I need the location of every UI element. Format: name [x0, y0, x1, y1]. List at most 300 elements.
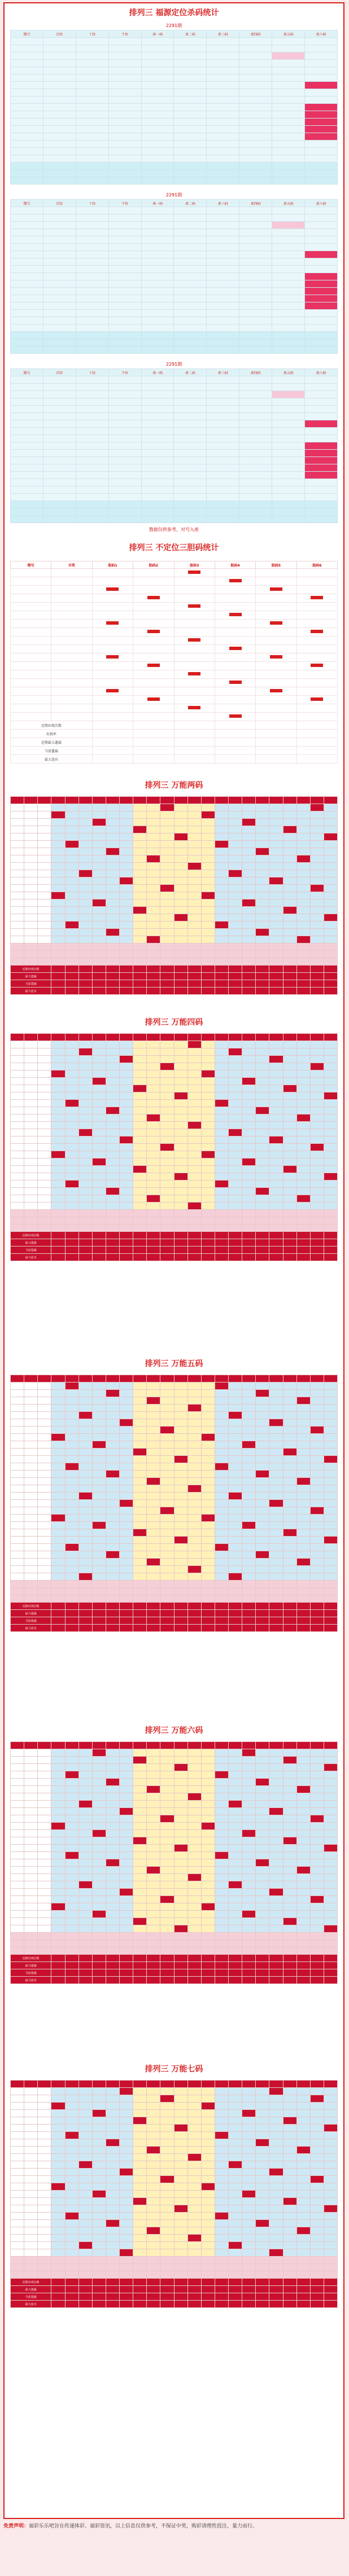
table-cell	[51, 1383, 65, 1390]
table-cell	[324, 2257, 337, 2264]
table-cell	[133, 833, 147, 841]
table-cell	[11, 280, 43, 288]
table-cell	[256, 1441, 269, 1449]
table-cell	[160, 929, 174, 936]
table-cell	[305, 420, 338, 428]
table-cell	[207, 52, 239, 60]
table-cell	[160, 1181, 174, 1188]
stat-row	[11, 966, 338, 973]
table-cell	[310, 1225, 324, 1232]
stat-cell	[51, 1625, 65, 1632]
table-cell	[133, 1181, 147, 1188]
stat-cell	[187, 1247, 201, 1254]
table-cell	[283, 1889, 296, 1896]
table-cell	[296, 1595, 310, 1603]
table-cell	[38, 2110, 51, 2117]
table-cell	[242, 1107, 256, 1114]
table-cell	[78, 1815, 92, 1823]
table-cell	[229, 2161, 242, 2169]
table-cell	[272, 89, 305, 96]
table-cell	[65, 1166, 78, 1173]
table-cell	[92, 1522, 106, 1529]
table-cell	[324, 855, 337, 863]
table-cell	[51, 1478, 65, 1485]
table-cell	[147, 1173, 160, 1181]
table-cell	[201, 1048, 215, 1056]
table-cell	[78, 848, 92, 855]
table-cell	[65, 2161, 78, 2169]
hit-marker	[311, 664, 323, 667]
table-cell	[24, 1478, 38, 1485]
stat-cell	[106, 988, 119, 995]
table-cell	[324, 1815, 337, 1823]
table-cell	[160, 1427, 174, 1434]
table-cell	[65, 1070, 78, 1078]
table-cell	[65, 1471, 78, 1478]
stat-cell	[92, 1239, 106, 1247]
table-cell	[229, 914, 242, 921]
table-cell	[296, 921, 310, 929]
table-cell	[283, 1100, 296, 1107]
table-cell	[38, 2205, 51, 2213]
stat-cell	[215, 1617, 228, 1625]
table-cell	[215, 870, 228, 877]
table-cell	[38, 2176, 51, 2183]
table-cell	[51, 1566, 65, 1573]
header-cell	[106, 1034, 119, 1041]
table-cell	[305, 288, 338, 295]
table-cell	[174, 2235, 187, 2242]
table-cell	[24, 1203, 38, 1210]
table-row	[11, 324, 338, 332]
table-cell	[174, 1918, 187, 1925]
table-cell	[147, 1434, 160, 1441]
table-row	[11, 1852, 338, 1859]
table-cell	[215, 704, 255, 713]
table-cell	[11, 907, 24, 914]
stat-cell	[160, 2279, 174, 2286]
table-cell	[11, 317, 43, 324]
table-cell	[310, 1757, 324, 1764]
col-header: 十位	[76, 30, 108, 38]
table-cell	[229, 2191, 242, 2198]
stat-row	[11, 332, 338, 339]
table-cell	[133, 1757, 147, 1764]
table-cell	[51, 1940, 65, 1947]
table-cell	[78, 1383, 92, 1390]
table-cell	[283, 1947, 296, 1955]
table-cell	[133, 1048, 147, 1056]
table-cell	[310, 914, 324, 921]
table-cell	[24, 2213, 38, 2220]
table-cell	[256, 2110, 269, 2117]
table-cell	[215, 1419, 228, 1427]
stat-cell	[92, 1232, 106, 1239]
table-cell	[106, 943, 119, 951]
col-header: 杀三码	[207, 369, 239, 376]
table-cell	[310, 1764, 324, 1771]
table-cell	[92, 826, 106, 833]
table-cell	[229, 1485, 242, 1493]
table-cell	[11, 929, 24, 936]
table-cell	[133, 2161, 147, 2169]
table-cell	[133, 1911, 147, 1918]
table-cell	[120, 2191, 133, 2198]
table-cell	[256, 819, 269, 826]
table-cell	[310, 1412, 324, 1419]
table-cell	[92, 1471, 106, 1478]
table-cell	[296, 1427, 310, 1434]
table-cell	[272, 133, 305, 141]
table-cell	[106, 1383, 119, 1390]
table-cell	[305, 67, 338, 74]
table-cell	[283, 1771, 296, 1779]
table-cell	[160, 1867, 174, 1874]
table-cell	[120, 1889, 133, 1896]
table-cell	[78, 1588, 92, 1595]
table-cell	[38, 1808, 51, 1815]
table-cell	[133, 848, 147, 855]
table-cell	[147, 1823, 160, 1830]
table-row	[11, 2176, 338, 2183]
header-cell	[242, 2081, 256, 2088]
table-cell	[305, 60, 338, 67]
table-cell	[106, 1063, 119, 1070]
table-cell	[120, 804, 133, 811]
table-cell	[11, 266, 43, 273]
table-cell	[229, 1203, 242, 1210]
table-cell	[120, 1933, 133, 1940]
table-cell	[65, 1815, 78, 1823]
table-cell	[310, 1493, 324, 1500]
table-cell	[147, 2095, 160, 2103]
table-cell	[120, 877, 133, 885]
section-title-dan: 排列三 不定位三胆码统计	[129, 543, 219, 552]
table-cell	[296, 1815, 310, 1823]
table-cell	[174, 1837, 187, 1845]
stat-cell	[120, 1254, 133, 1261]
table-cell	[283, 885, 296, 892]
table-cell	[133, 1515, 147, 1522]
table-row	[11, 133, 338, 141]
table-cell	[187, 2191, 201, 2198]
table-cell	[229, 1581, 242, 1588]
table-cell	[51, 1493, 65, 1500]
col-header: 胆码6	[296, 561, 337, 569]
table-cell	[256, 603, 296, 611]
stat-row	[11, 1610, 338, 1617]
table-cell	[11, 1078, 24, 1085]
table-cell	[51, 569, 92, 577]
table-cell	[187, 1859, 201, 1867]
table-cell	[78, 1122, 92, 1129]
table-row	[11, 1210, 338, 1217]
table-cell	[256, 899, 269, 907]
table-cell	[51, 1405, 65, 1412]
table-cell	[272, 486, 305, 494]
stat-cell	[310, 2293, 324, 2301]
table-row	[11, 111, 338, 119]
table-cell	[239, 457, 272, 464]
table-cell	[269, 1537, 283, 1544]
table-cell	[11, 2117, 24, 2125]
table-cell	[141, 236, 174, 244]
table-cell	[51, 841, 65, 848]
table-cell	[215, 1918, 228, 1925]
stat-cell	[120, 2293, 133, 2301]
table-cell	[133, 2220, 147, 2227]
table-cell	[310, 1203, 324, 1210]
table-cell	[269, 1188, 283, 1195]
table-row	[11, 1881, 338, 1889]
table-cell	[141, 104, 174, 111]
table-row	[11, 877, 338, 885]
stat-cell	[147, 2286, 160, 2293]
stat-row	[11, 738, 338, 747]
table-cell	[51, 1793, 65, 1801]
table-cell	[239, 472, 272, 479]
table-cell	[38, 1456, 51, 1463]
table-cell	[147, 921, 160, 929]
table-cell	[256, 907, 269, 914]
table-cell	[92, 1903, 106, 1911]
stat-cell	[296, 1254, 310, 1261]
table-row	[11, 687, 338, 696]
table-cell	[24, 1588, 38, 1595]
table-cell	[242, 1918, 256, 1925]
table-cell	[38, 1830, 51, 1837]
table-cell	[174, 2264, 187, 2271]
table-cell	[24, 1383, 38, 1390]
table-cell	[215, 1845, 228, 1852]
table-cell	[187, 819, 201, 826]
table-cell	[78, 1041, 92, 1048]
header-cell	[283, 1375, 296, 1383]
table-cell	[43, 384, 76, 391]
table-cell	[201, 1801, 215, 1808]
stat-cell	[76, 346, 108, 354]
table-cell	[106, 2154, 119, 2161]
stat-cell	[187, 2286, 201, 2293]
stat-cell	[215, 1232, 228, 1239]
table-cell	[310, 877, 324, 885]
table-cell	[147, 2088, 160, 2095]
table-cell	[269, 1078, 283, 1085]
table-cell	[133, 907, 147, 914]
table-cell	[256, 1085, 269, 1092]
stat-cell	[229, 1254, 242, 1261]
table-cell	[187, 1383, 201, 1390]
header-cell	[201, 1034, 215, 1041]
table-cell	[215, 645, 255, 653]
table-cell	[78, 2227, 92, 2235]
table-cell	[283, 1867, 296, 1874]
table-cell	[147, 2235, 160, 2242]
table-cell	[147, 1427, 160, 1434]
stat-cell	[147, 2301, 160, 2308]
stat-cell	[174, 738, 215, 747]
table-cell	[141, 244, 174, 251]
table-cell	[160, 2191, 174, 2198]
table-cell	[283, 1925, 296, 1933]
table-cell	[256, 2271, 269, 2279]
stat-cell	[229, 966, 242, 973]
table-cell	[174, 258, 207, 266]
table-cell	[147, 1225, 160, 1232]
table-cell	[229, 2095, 242, 2103]
table-cell	[78, 1522, 92, 1529]
table-cell	[310, 804, 324, 811]
table-cell	[147, 1771, 160, 1779]
table-cell	[65, 1566, 78, 1573]
table-cell	[92, 899, 106, 907]
table-cell	[256, 833, 269, 841]
table-cell	[133, 2235, 147, 2242]
stat-cell	[65, 973, 78, 980]
table-cell	[242, 1144, 256, 1151]
table-cell	[215, 569, 255, 577]
stat-label: 最大遗漏	[11, 1962, 51, 1969]
table-cell	[283, 1903, 296, 1911]
table-cell	[147, 1522, 160, 1529]
table-cell	[187, 1166, 201, 1173]
stat-cell	[229, 1625, 242, 1632]
table-cell	[201, 1529, 215, 1537]
table-cell	[296, 1859, 310, 1867]
stat-cell	[92, 1247, 106, 1254]
table-cell	[174, 1390, 187, 1397]
table-cell	[256, 811, 269, 819]
table-cell	[201, 1225, 215, 1232]
table-cell	[310, 2117, 324, 2125]
table-cell	[256, 2117, 269, 2125]
table-cell	[11, 1217, 24, 1225]
table-cell	[229, 1493, 242, 1500]
table-cell	[174, 324, 207, 332]
table-cell	[133, 1158, 147, 1166]
table-cell	[38, 1129, 51, 1136]
table-cell	[283, 1390, 296, 1397]
table-cell	[256, 2198, 269, 2205]
table-cell	[256, 1779, 269, 1786]
table-cell	[174, 1092, 187, 1100]
header-cell	[229, 1034, 242, 1041]
table-cell	[11, 603, 51, 611]
table-cell	[78, 1918, 92, 1925]
table-cell	[174, 2161, 187, 2169]
table-cell	[296, 2095, 310, 2103]
table-row	[11, 2271, 338, 2279]
table-cell	[174, 413, 207, 420]
table-cell	[120, 863, 133, 870]
table-cell	[92, 653, 133, 662]
table-row	[11, 1581, 338, 1588]
table-cell	[242, 1911, 256, 1918]
table-cell	[324, 2220, 337, 2227]
table-cell	[242, 1441, 256, 1449]
table-cell	[310, 2198, 324, 2205]
table-cell	[229, 2147, 242, 2154]
table-cell	[201, 1537, 215, 1544]
table-cell	[65, 833, 78, 841]
stat-cell	[174, 177, 207, 185]
table-cell	[141, 288, 174, 295]
stat-cell	[174, 1239, 187, 1247]
table-cell	[11, 2205, 24, 2213]
stat-cell	[201, 966, 215, 973]
table-row	[11, 2117, 338, 2125]
table-cell	[92, 594, 133, 603]
table-cell	[187, 2117, 201, 2125]
table-row	[11, 1940, 338, 1947]
stat-cell	[141, 516, 174, 523]
table-row	[11, 2264, 338, 2271]
table-cell	[160, 1830, 174, 1837]
table-cell	[147, 2139, 160, 2147]
table-cell	[76, 464, 108, 472]
table-cell	[24, 1749, 38, 1757]
table-cell	[11, 1793, 24, 1801]
table-row	[11, 1041, 338, 1048]
table-cell	[160, 921, 174, 929]
table-cell	[272, 96, 305, 104]
table-cell	[296, 1056, 310, 1063]
table-cell	[43, 119, 76, 126]
table-cell	[92, 1166, 106, 1173]
table-cell	[310, 1056, 324, 1063]
table-cell	[242, 2271, 256, 2279]
table-cell	[187, 1092, 201, 1100]
table-cell	[11, 1085, 24, 1092]
table-cell	[133, 670, 174, 679]
table-cell	[256, 1144, 269, 1151]
table-row	[11, 936, 338, 943]
table-cell	[106, 907, 119, 914]
table-cell	[11, 229, 43, 236]
table-cell	[310, 1845, 324, 1852]
table-cell	[160, 2125, 174, 2132]
table-cell	[207, 141, 239, 148]
table-cell	[187, 841, 201, 848]
table-cell	[256, 2220, 269, 2227]
table-cell	[11, 1427, 24, 1434]
table-cell	[92, 1434, 106, 1441]
table-cell	[133, 1947, 147, 1955]
table-cell	[296, 670, 337, 679]
table-cell	[24, 958, 38, 966]
table-cell	[174, 251, 207, 258]
header-cell	[106, 1375, 119, 1383]
stat-cell	[11, 508, 43, 516]
table-cell	[11, 1903, 24, 1911]
table-cell	[215, 1085, 228, 1092]
stat-cell	[310, 1977, 324, 1984]
table-cell	[92, 914, 106, 921]
table-cell	[310, 1158, 324, 1166]
table-cell	[120, 1041, 133, 1048]
table-cell	[201, 1566, 215, 1573]
stat-cell	[174, 2279, 187, 2286]
table-cell	[229, 1779, 242, 1786]
table-cell	[283, 1166, 296, 1173]
table-cell	[11, 1522, 24, 1529]
table-cell	[239, 214, 272, 222]
table-cell	[310, 1114, 324, 1122]
table-cell	[256, 1225, 269, 1232]
stat-cell	[201, 1955, 215, 1962]
table-cell	[38, 2271, 51, 2279]
table-cell	[108, 258, 141, 266]
